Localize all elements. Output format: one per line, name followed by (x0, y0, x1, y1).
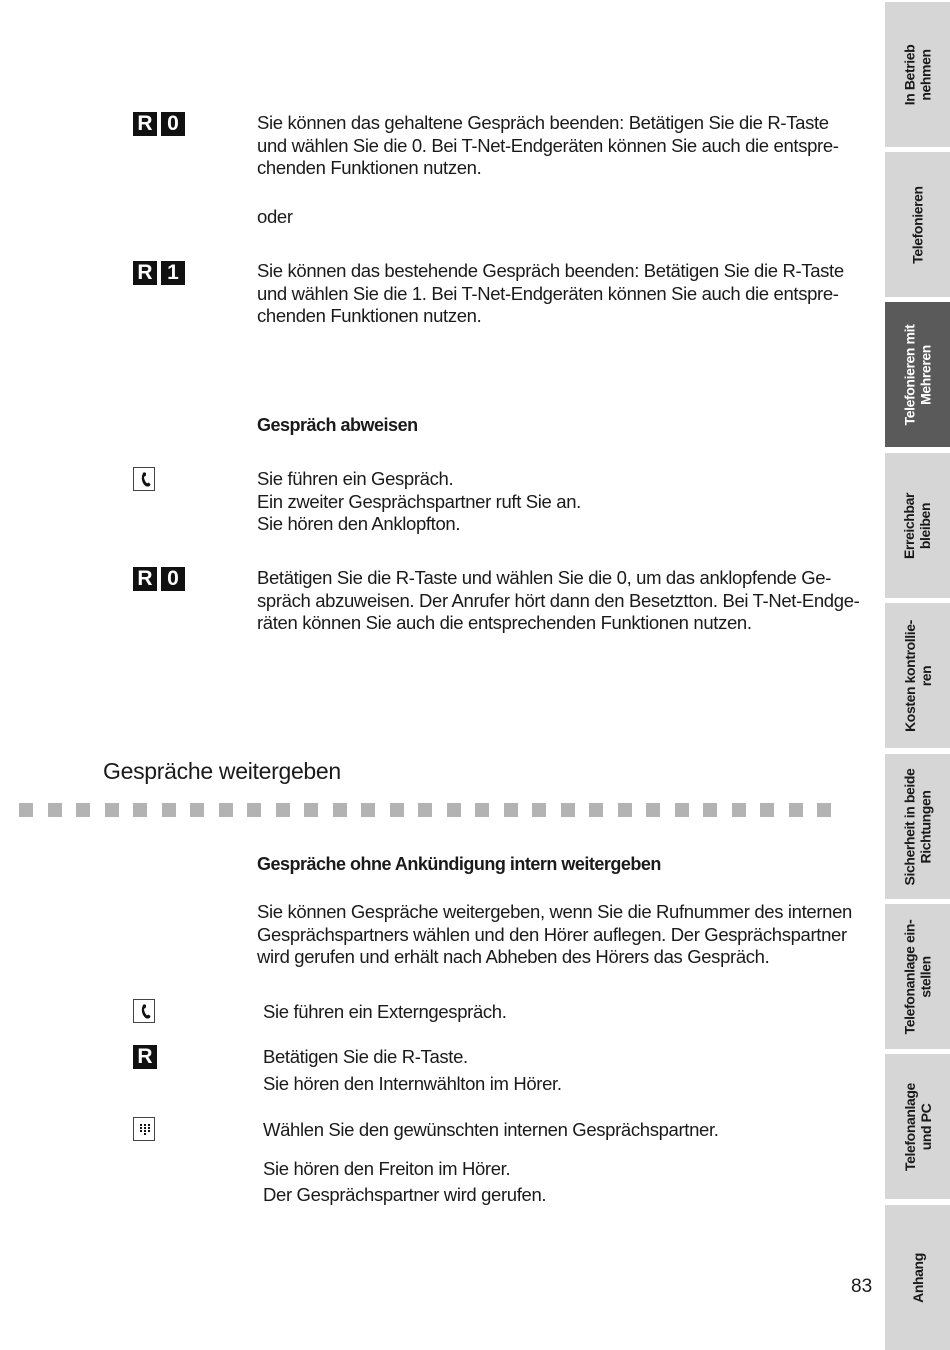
divider-dot (48, 803, 62, 817)
chapter-tab-line: Richtungen (917, 790, 934, 864)
divider-dot (760, 803, 774, 817)
divider-dot (333, 803, 347, 817)
r-key: R (133, 261, 157, 285)
paragraph-call-waiting: Sie führen ein Gespräch. Ein zweiter Gesprächspartner ruft Sie an. Sie hören den Anklopfton. (257, 468, 581, 534)
chapter-tab-label (910, 1253, 926, 1303)
keypad-icon (133, 1117, 155, 1141)
zero-key: 0 (161, 567, 185, 591)
section-title-transfer: Gespräche weitergeben (103, 758, 341, 784)
divider-dot (447, 803, 461, 817)
chapter-tab-label (902, 492, 934, 558)
chapter-tab-line: Kosten kontrollie- (901, 619, 918, 732)
chapter-tab-line: und PC (917, 1103, 934, 1150)
page-number: 83 (851, 1276, 873, 1297)
zero-key: 0 (161, 112, 185, 136)
heading-reject-call: Gespräch abweisen (257, 415, 418, 435)
chapter-tab[interactable] (885, 754, 950, 899)
divider-dot (732, 803, 746, 817)
chapter-tab-line: Telefonieren mit (901, 324, 918, 425)
divider-dot (475, 803, 489, 817)
step-external-call: Sie führen ein Externgespräch. (263, 1001, 507, 1022)
divider-dot (190, 803, 204, 817)
step-internal-dialtone: Sie hören den Internwählton im Hörer. (263, 1073, 562, 1094)
chapter-tab-line: Telefonieren (909, 185, 926, 264)
chapter-tab[interactable] (885, 1205, 950, 1350)
chapter-tab[interactable] (885, 904, 950, 1049)
chapter-tab-line: ren (917, 665, 934, 686)
heading-transfer-unannounced: Gespräche ohne Ankündigung intern weitergeben (257, 854, 661, 874)
paragraph-reject-instructions: Betätigen Sie die R-Taste und wählen Sie die 0, um das anklopfende Ge- spräch abzuweisen. Der Anrufer hört dann den Besetztton. Bei T-Net-Endge- räten können Sie auch die entsprechenden Funktionen nutzen. (257, 567, 860, 633)
divider-dot (361, 803, 375, 817)
handset-icon (133, 467, 155, 491)
divider-dot (19, 803, 33, 817)
divider-dot (589, 803, 603, 817)
divider-dot (675, 803, 689, 817)
chapter-tab-line: bleiben (917, 502, 934, 549)
chapter-tab-line: Mehreren (917, 344, 934, 405)
paragraph-end-current-call: Sie können das bestehende Gespräch beenden: Betätigen Sie die R-Taste und wählen Sie die 1. Bei T-Net-Endgeräten können Sie auch die entspre- chenden Funktionen nutzen. (257, 260, 844, 326)
r-key: R (133, 567, 157, 591)
chapter-tab-line: stellen (917, 955, 934, 998)
chapter-tab-line: Telefonanlage (901, 1082, 918, 1171)
step-dial-partner: Wählen Sie den gewünschten internen Gesprächspartner. (263, 1119, 719, 1140)
chapter-tab-label (902, 919, 934, 1034)
handset-icon (133, 999, 155, 1023)
divider-dot (504, 803, 518, 817)
chapter-tabs (885, 0, 950, 1348)
r-key: R (133, 1045, 157, 1069)
divider-dot (276, 803, 290, 817)
divider-dot (304, 803, 318, 817)
chapter-tab-line: Sicherheit in beide (901, 768, 918, 885)
divider-dot (703, 803, 717, 817)
chapter-tab-line: nehmen (917, 48, 934, 101)
chapter-tab-label (910, 186, 926, 263)
r-key: R (133, 112, 157, 136)
chapter-tab[interactable] (885, 302, 950, 447)
step-ringtone: Sie hören den Freiton im Hörer. (263, 1158, 511, 1179)
chapter-tab[interactable] (885, 2, 950, 147)
chapter-tab-label (902, 768, 934, 885)
divider-dot (133, 803, 147, 817)
divider-dot (646, 803, 660, 817)
divider-dot (618, 803, 632, 817)
divider-dot (390, 803, 404, 817)
chapter-tab-line: In Betrieb (901, 44, 918, 105)
paragraph-end-held-call: Sie können das gehaltene Gespräch beenden: Betätigen Sie die R-Taste und wählen Sie die 0. Bei T-Net-Endgeräten können Sie auch die entspre- chenden Funktionen nutzen. (257, 112, 839, 178)
divider-dot (418, 803, 432, 817)
chapter-tab-label (902, 324, 934, 425)
divider-dot (105, 803, 119, 817)
chapter-tab-line: Erreichbar (901, 492, 918, 559)
chapter-tab[interactable] (885, 603, 950, 748)
paragraph-transfer-intro: Sie können Gespräche weitergeben, wenn Sie die Rufnummer des internen Gesprächspartners wählen und den Hörer auflegen. Der Gesprächspartner wird gerufen und erhält nach Abheben des Hörers das Gespräch. (257, 901, 852, 967)
chapter-tab-label (902, 620, 934, 732)
divider-dot (789, 803, 803, 817)
divider-dot (561, 803, 575, 817)
oder-text: oder (257, 206, 293, 227)
chapter-tab-line: Telefonanlage ein- (901, 919, 918, 1034)
chapter-tab-label (901, 44, 933, 105)
chapter-tab-label (902, 1083, 934, 1171)
divider-dot (817, 803, 831, 817)
chapter-tab[interactable] (885, 1054, 950, 1199)
step-partner-called: Der Gesprächspartner wird gerufen. (263, 1184, 547, 1205)
divider-dot (532, 803, 546, 817)
one-key: 1 (161, 261, 185, 285)
chapter-tab-line: Anhang (909, 1252, 926, 1303)
chapter-tab[interactable] (885, 453, 950, 598)
chapter-tab[interactable] (885, 152, 950, 297)
divider-dot (162, 803, 176, 817)
divider-dot (76, 803, 90, 817)
step-press-r: Betätigen Sie die R-Taste. (263, 1046, 468, 1067)
divider-dot (219, 803, 233, 817)
divider-dot (247, 803, 261, 817)
